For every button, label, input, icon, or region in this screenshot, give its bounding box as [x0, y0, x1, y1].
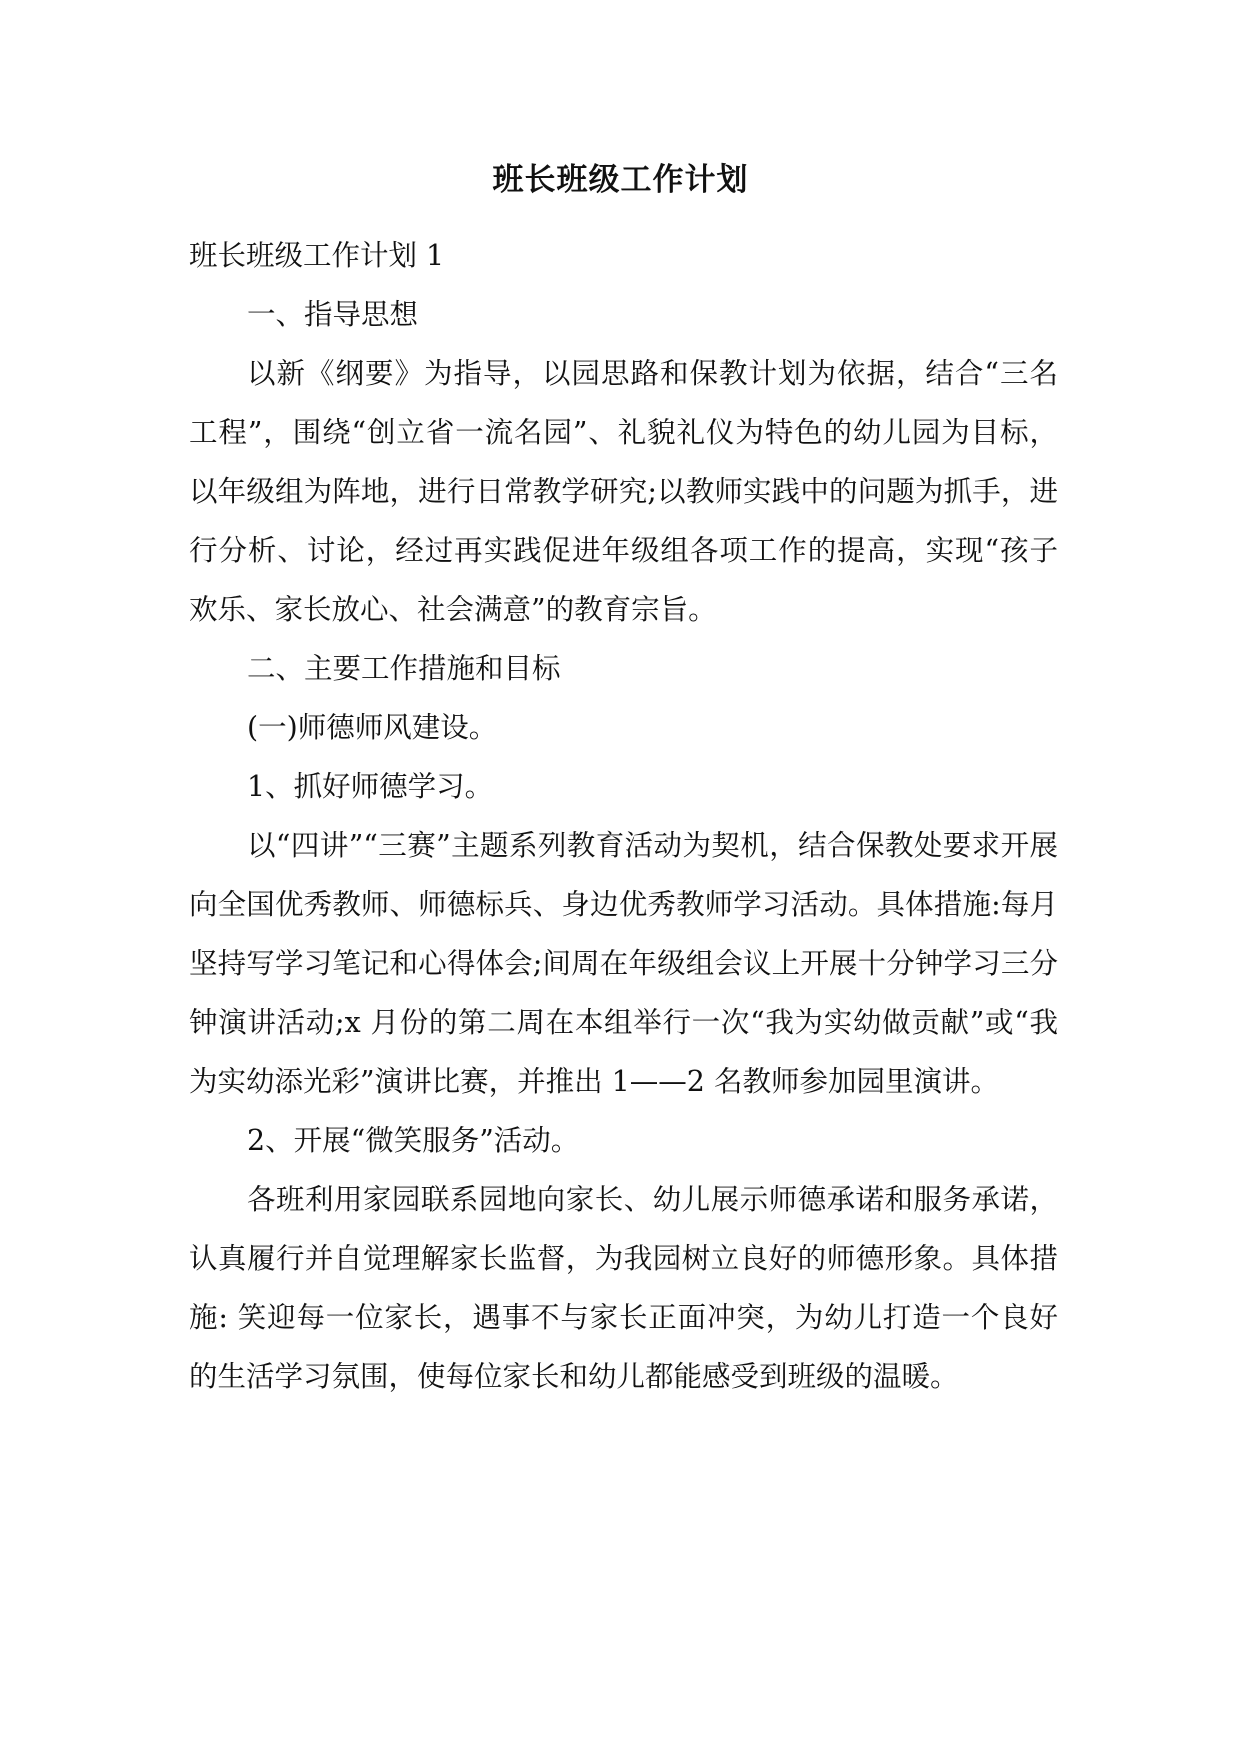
heading-main-measures: 二、主要工作措施和目标: [247, 652, 561, 685]
document-body: [189, 226, 1058, 1406]
paragraph-guiding-thought: 以新《纲要》为指导，以园思路和保教计划为依据，结合“三名工程”，围绕“创立省一流名园”、礼貌礼仪为特色的幼儿园为目标，以年级组为阵地，进行日常教学研究;以教师实践中的问题为抓手，进行分析、讨论，经过再实践促进年级组各项工作的提高，实现“孩子欢乐、家长放心、社会满意”的教育宗旨。: [189, 357, 1058, 626]
item-smile-service: 2、开展“微笑服务”活动。: [247, 1124, 580, 1157]
paragraph-smile-service: 各班利用家园联系园地向家长、幼儿展示师德承诺和服务承诺，认真履行并自觉理解家长监督，为我园树立良好的师德形象。具体措施: 笑迎每一位家长，遇事不与家长正面冲突，为幼儿打造一个良好的生活学习氛围，使每位家长和幼儿都能感受到班级的温暖。: [189, 1183, 1058, 1393]
section-heading-plan-1: 班长班级工作计划 1: [189, 239, 445, 272]
heading-guiding-thought: 一、指导思想: [247, 298, 419, 331]
document-title: 班长班级工作计划: [492, 162, 749, 198]
item-ethics-study: 1、抓好师德学习。: [247, 770, 494, 803]
subheading-teacher-ethics: (一)师德师风建设。: [247, 711, 498, 744]
paragraph-ethics-study: 以“四讲”“三赛”主题系列教育活动为契机，结合保教处要求开展向全国优秀教师、师德标兵、身边优秀教师学习活动。具体措施:每月坚持写学习笔记和心得体会;间周在年级组会议上开展十分钟学习三分钟演讲活动;x 月份的第二周在本组举行一次“我为实幼做贡献”或“我为实幼添光彩”演讲比赛，并推出 1——2 名教师参加园里演讲。: [189, 829, 1058, 1098]
